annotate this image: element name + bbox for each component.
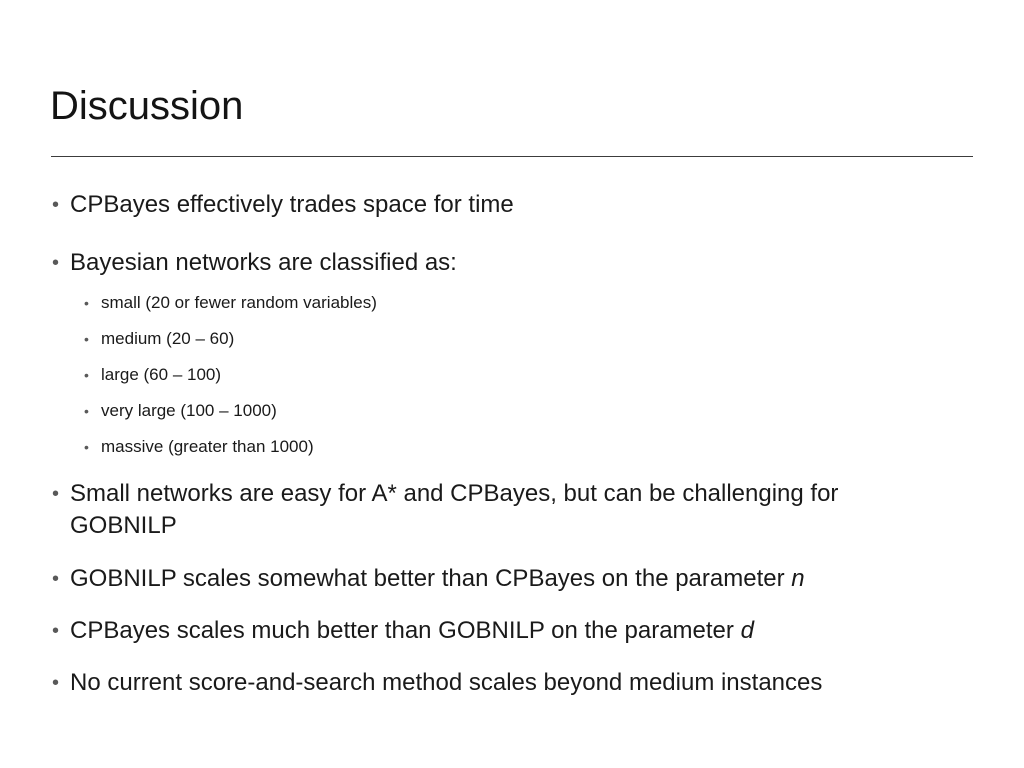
bullet-dot: • (52, 194, 60, 216)
slide-title: Discussion (50, 84, 244, 128)
bullet-dot: • (52, 568, 60, 590)
sub-bullet-dot: • (84, 295, 89, 311)
bullet-item (52, 478, 982, 542)
bullet-text-main: CPBayes scales much better than GOBNILP on the parameter (70, 617, 741, 644)
sub-bullet-dot: • (84, 439, 89, 455)
bullet-dot: • (52, 620, 60, 642)
sub-bullet-dot: • (84, 331, 89, 347)
sub-bullet-item (84, 291, 884, 315)
bullet-item (52, 563, 982, 595)
bullet-text: CPBayes effectively trades space for time (70, 191, 514, 218)
title-divider (51, 156, 973, 157)
parameter-variable: n (791, 565, 805, 592)
sub-bullet-text: massive (greater than 1000) (101, 437, 314, 456)
bullet-item (52, 247, 982, 279)
sub-bullet-text: large (60 – 100) (101, 365, 222, 384)
bullet-item (52, 667, 982, 699)
bullet-dot: • (52, 252, 60, 274)
bullet-text (70, 563, 982, 595)
sub-bullet-dot: • (84, 367, 89, 383)
sub-bullet-item (84, 435, 884, 459)
sub-bullet-text: medium (20 – 60) (101, 329, 235, 348)
bullet-text (70, 615, 982, 647)
bullet-text-line2: GOBNILP (70, 512, 177, 539)
bullet-item (52, 189, 982, 221)
bullet-text-main: GOBNILP scales somewhat better than CPBayes on the parameter (70, 565, 792, 592)
bullet-dot: • (52, 483, 60, 505)
bullet-text-line1: Small networks are easy for A* and CPBayes, but can be challenging for (70, 480, 839, 507)
sub-bullet-item (84, 327, 884, 351)
bullet-text: No current score-and-search method scales beyond medium instances (70, 669, 823, 696)
sub-bullet-dot: • (84, 403, 89, 419)
bullet-item (52, 615, 982, 647)
sub-bullet-item (84, 399, 884, 423)
sub-bullet-item (84, 363, 884, 387)
sub-bullet-text: small (20 or fewer random variables) (101, 293, 377, 312)
bullet-dot: • (52, 672, 60, 694)
sub-bullet-text: very large (100 – 1000) (101, 401, 277, 420)
bullet-text: Bayesian networks are classified as: (70, 249, 457, 276)
parameter-variable: d (740, 617, 754, 644)
